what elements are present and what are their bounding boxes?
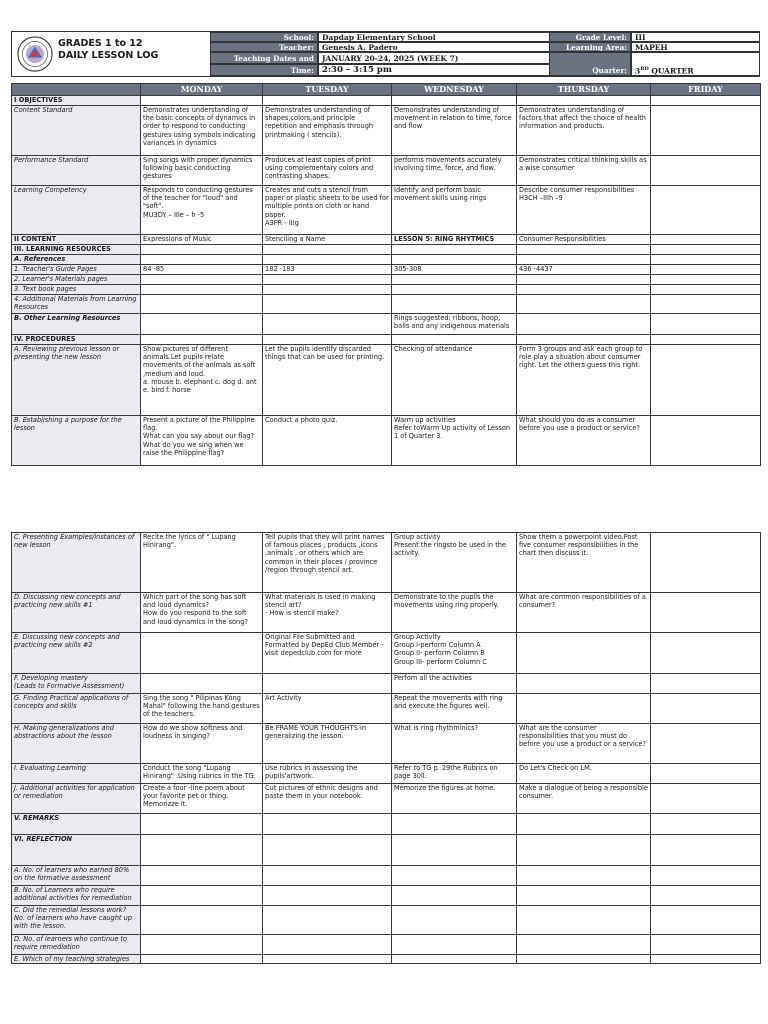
cell-wednesday: Warm up activities Refer toWarm Up activity of Lesson 1 of Quarter 3.: [392, 416, 517, 466]
cell-thursday: [517, 96, 651, 106]
table-row: [12, 694, 761, 724]
cell-tuesday: [263, 314, 392, 335]
school-label: School:: [210, 32, 318, 42]
cell-wednesday: [392, 886, 517, 906]
cell-wednesday: 305-308: [392, 265, 517, 275]
cell-tuesday: [263, 285, 392, 295]
table-row: [12, 275, 761, 285]
title-line-2: DAILY LESSON LOG: [58, 50, 159, 61]
cell-thursday: [517, 285, 651, 295]
cell-tuesday: Conduct a photo quiz.: [263, 416, 392, 466]
cell-monday: [141, 906, 263, 935]
lesson-log-header: [11, 31, 760, 77]
cell-monday: [141, 866, 263, 886]
cell-friday: [651, 886, 761, 906]
table-row: [12, 724, 761, 764]
day-header-friday: FRIDAY: [651, 84, 761, 96]
cell-friday: [651, 593, 761, 633]
day-header-thursday: THURSDAY: [517, 84, 651, 96]
cell-tuesday: [263, 886, 392, 906]
row-label: Learning Competency: [12, 186, 141, 235]
day-header-row: [12, 84, 761, 96]
cell-monday: [141, 96, 263, 106]
cell-friday: [651, 835, 761, 866]
cell-tuesday: [263, 835, 392, 866]
cell-thursday: Form 3 groups and ask each group to role play a situation about consumer right. Let the others guess this right.: [517, 345, 651, 416]
table-row: [12, 186, 761, 235]
table-row: [12, 674, 761, 694]
school-info-grid: [210, 32, 560, 76]
table-row: [12, 416, 761, 466]
cell-friday: [651, 314, 761, 335]
row-label: F. Developing mastery (Leads to Formative Assessment): [12, 674, 141, 694]
grade-info-grid: [549, 32, 760, 76]
table-row: [12, 886, 761, 906]
table-row: [12, 295, 761, 314]
quarter-label: Quarter:: [549, 52, 631, 76]
row-label: D. No. of learners who continue to require remediation: [12, 935, 141, 955]
cell-thursday: What should you do as a consumer before you use a product or service?: [517, 416, 651, 466]
row-label: IV. PROCEDURES: [12, 335, 141, 345]
cell-friday: [651, 694, 761, 724]
cell-friday: [651, 156, 761, 186]
row-label: III. LEARNING RESOURCES: [12, 245, 141, 255]
cell-tuesday: Use rubrics in assessing the pupils'artwork.: [263, 764, 392, 784]
cell-friday: [651, 866, 761, 886]
cell-tuesday: [263, 295, 392, 314]
cell-wednesday: What is ring rhythminics?: [392, 724, 517, 764]
cell-wednesday: [392, 935, 517, 955]
cell-friday: [651, 906, 761, 935]
cell-tuesday: What materials is used in making stencil art? - How is stencil make?: [263, 593, 392, 633]
cell-wednesday: Identify and perform basic movement skills using rings: [392, 186, 517, 235]
cell-tuesday: [263, 96, 392, 106]
cell-tuesday: [263, 814, 392, 835]
cell-tuesday: Let the pupils identify discarded things that can be used for printing.: [263, 345, 392, 416]
cell-thursday: [517, 633, 651, 674]
dates-label: Teaching Dates and: [210, 52, 318, 64]
cell-monday: Demonstrates understanding of the basic concepts of dynamics in order to respond to conducting gestures using symbols indicating variances in dynamics: [141, 106, 263, 156]
cell-friday: [651, 106, 761, 156]
cell-friday: [651, 186, 761, 235]
table-row: [12, 593, 761, 633]
table-row: [12, 835, 761, 866]
cell-wednesday: Checking of attendance: [392, 345, 517, 416]
row-label: B. No. of Learners who require additional activities for remediation: [12, 886, 141, 906]
cell-monday: Recite the lyrics of " Lupang Hinirang".: [141, 533, 263, 593]
cell-friday: [651, 814, 761, 835]
cell-monday: [141, 335, 263, 345]
row-label: 1. Teacher's Guide Pages: [12, 265, 141, 275]
table-row: [12, 345, 761, 416]
row-label: Content Standard: [12, 106, 141, 156]
cell-monday: [141, 314, 263, 335]
table-row: [12, 156, 761, 186]
row-label: Performance Standard: [12, 156, 141, 186]
table-row: [12, 265, 761, 275]
cell-thursday: What are common responsibilities of a consumer?: [517, 593, 651, 633]
row-label: I OBJECTIVES: [12, 96, 141, 106]
cell-wednesday: [392, 335, 517, 345]
cell-monday: How do we show softness and loudness in singing?: [141, 724, 263, 764]
quarter-suffix: RD: [640, 66, 649, 72]
table-row: [12, 935, 761, 955]
table-row: [12, 784, 761, 814]
cell-wednesday: [392, 866, 517, 886]
cell-monday: [141, 245, 263, 255]
row-label: 2. Learner's Materials pages: [12, 275, 141, 285]
cell-friday: [651, 724, 761, 764]
cell-monday: [141, 835, 263, 866]
cell-thursday: [517, 245, 651, 255]
cell-thursday: Demonstrates critical thinking skills as a wise consumer: [517, 156, 651, 186]
cell-thursday: [517, 866, 651, 886]
learning-area-label: Learning Area:: [549, 42, 631, 52]
cell-monday: Conduct the song "Lupang Hinirang" .Using rubrics in the TG.: [141, 764, 263, 784]
lesson-log-table-page-1: [11, 83, 761, 466]
cell-thursday: 436 -4437: [517, 265, 651, 275]
corner-header: [12, 84, 141, 96]
cell-wednesday: Perfom all the activities: [392, 674, 517, 694]
row-label: G. Finding Practical applications of concepts and skills: [12, 694, 141, 724]
cell-friday: [651, 285, 761, 295]
table-row: [12, 106, 761, 156]
row-label: E. Which of my teaching strategies: [12, 955, 141, 964]
row-label: A. References: [12, 255, 141, 265]
teacher-value: Genesis A. Padero: [318, 42, 560, 52]
row-label: 3. Text book pages: [12, 285, 141, 295]
cell-tuesday: Be FRAME YOUR THOUGHTS in generalizing the lesson.: [263, 724, 392, 764]
cell-friday: [651, 265, 761, 275]
learning-area-value: MAPEH: [631, 42, 760, 52]
table-row: [12, 866, 761, 886]
cell-wednesday: Repeat the movements with ring and execute the figures well.: [392, 694, 517, 724]
cell-thursday: [517, 694, 651, 724]
cell-thursday: [517, 835, 651, 866]
cell-tuesday: [263, 275, 392, 285]
grade-level-value: III: [631, 32, 760, 42]
cell-friday: [651, 674, 761, 694]
dates-value: JANUARY 20-24, 2025 (WEEK 7): [318, 52, 560, 64]
cell-tuesday: [263, 255, 392, 265]
cell-thursday: [517, 335, 651, 345]
cell-friday: [651, 255, 761, 265]
table-row: [12, 235, 761, 245]
cell-wednesday: Group activity Present the ringsto be used in the activity.: [392, 533, 517, 593]
cell-monday: [141, 255, 263, 265]
cell-wednesday: [392, 255, 517, 265]
cell-thursday: Show them a powerpoint video.Post five consumer responsibilities in the chart then discuss it.: [517, 533, 651, 593]
cell-thursday: [517, 935, 651, 955]
cell-tuesday: Demonstrates understanding of shapes,colors,and principle repetition and emphasis through printmaking ( stencils).: [263, 106, 392, 156]
cell-monday: Expressions of Music: [141, 235, 263, 245]
cell-wednesday: Memorize the figures at home.: [392, 784, 517, 814]
cell-monday: [141, 295, 263, 314]
school-value: Dapdap Elementary School: [318, 32, 560, 42]
cell-thursday: [517, 674, 651, 694]
row-label: H. Making generalizations and abstractions about the lesson: [12, 724, 141, 764]
table-body-page-1: [12, 96, 761, 466]
cell-friday: [651, 235, 761, 245]
row-label: J. Additional activities for application or remediation: [12, 784, 141, 814]
cell-tuesday: Produces at least copies of print using complementary colors and contrasting shapes.: [263, 156, 392, 186]
title-line-1: GRADES 1 to 12: [58, 38, 143, 49]
time-value: 2:30 – 3:15 pm: [318, 64, 560, 76]
cell-thursday: [517, 314, 651, 335]
cell-thursday: [517, 886, 651, 906]
quarter-text: QUARTER: [648, 66, 694, 76]
cell-wednesday: [392, 245, 517, 255]
table-row: [12, 906, 761, 935]
table-row: [12, 764, 761, 784]
teacher-label: Teacher:: [210, 42, 318, 52]
cell-thursday: [517, 295, 651, 314]
cell-thursday: [517, 955, 651, 964]
cell-monday: 84 -85: [141, 265, 263, 275]
cell-thursday: Make a dialogue of being a responsible consumer.: [517, 784, 651, 814]
cell-thursday: [517, 255, 651, 265]
cell-tuesday: [263, 245, 392, 255]
cell-wednesday: [392, 96, 517, 106]
cell-friday: [651, 335, 761, 345]
cell-wednesday: Rings suggested: ribbons, hoop, balls and any indigenous materials: [392, 314, 517, 335]
cell-monday: Present a picture of the Philippine flag. What can you say about our flag? What do you we sing when we raise the Philippine flag?: [141, 416, 263, 466]
cell-friday: [651, 533, 761, 593]
cell-thursday: Consumer Responsibilities: [517, 235, 651, 245]
cell-monday: Sing songs with proper dynamics following basic conducting gestures: [141, 156, 263, 186]
table-body-page-2: [12, 533, 761, 964]
cell-monday: Which part of the song has soft and loud dynamics? How do you respond to the soft and loud dynamics in the song?: [141, 593, 263, 633]
cell-tuesday: [263, 335, 392, 345]
row-label: C. Presenting Examples/instances of new lesson: [12, 533, 141, 593]
cell-friday: [651, 345, 761, 416]
row-label: D. Discussing new concepts and practicing new skills #1: [12, 593, 141, 633]
table-row: [12, 255, 761, 265]
row-label: B. Other Learning Resources: [12, 314, 141, 335]
row-label: C. Did the remedial lessons work? No. of learners who have caught up with the lesson.: [12, 906, 141, 935]
row-label: E. Discussing new concepts and practicing new skills #2: [12, 633, 141, 674]
cell-wednesday: Demonstrates understanding of movement in relation to time, force and flow: [392, 106, 517, 156]
cell-thursday: What are the consumer responsibilities that you must do before you use a product or a service?: [517, 724, 651, 764]
cell-monday: [141, 275, 263, 285]
cell-thursday: Do Let's Check on LM.: [517, 764, 651, 784]
cell-wednesday: [392, 285, 517, 295]
row-label: A. Reviewing previous lesson or presenting the new lesson: [12, 345, 141, 416]
quarter-value: [631, 52, 760, 76]
row-label: A. No. of learners who earned 80% on the formative assessment: [12, 866, 141, 886]
cell-friday: [651, 295, 761, 314]
cell-monday: [141, 886, 263, 906]
day-header-monday: MONDAY: [141, 84, 263, 96]
time-label: Time:: [210, 64, 318, 76]
cell-wednesday: LESSON 5: RING RHYTMICS: [392, 235, 517, 245]
cell-tuesday: Creates and cuts a stencil from paper or plastic sheets to be used for multiple prints on cloth or hand paper. A3PR - IIIg: [263, 186, 392, 235]
cell-thursday: [517, 814, 651, 835]
cell-friday: [651, 633, 761, 674]
cell-tuesday: [263, 906, 392, 935]
cell-monday: [141, 674, 263, 694]
quarter-number: 3: [635, 66, 641, 76]
cell-friday: [651, 245, 761, 255]
cell-monday: [141, 285, 263, 295]
cell-tuesday: Tell pupils that they will print names of famous places , products ,icons ,animals , or others which are common in their places / province /region through stencil art.: [263, 533, 392, 593]
cell-thursday: [517, 275, 651, 285]
cell-wednesday: Demonstrate to the pupils the movements using ring properly.: [392, 593, 517, 633]
cell-friday: [651, 955, 761, 964]
cell-monday: [141, 814, 263, 835]
day-header-tuesday: TUESDAY: [263, 84, 392, 96]
cell-friday: [651, 935, 761, 955]
table-row: [12, 245, 761, 255]
cell-wednesday: [392, 835, 517, 866]
cell-friday: [651, 96, 761, 106]
table-row: [12, 814, 761, 835]
cell-monday: [141, 633, 263, 674]
row-label: I. Evaluating Learning: [12, 764, 141, 784]
cell-wednesday: [392, 295, 517, 314]
row-label: 4. Additional Materials from Learning Resources: [12, 295, 141, 314]
cell-wednesday: Group Activity Group i-perform Column A Group II- perform Column B Group III- perform Column C: [392, 633, 517, 674]
row-label: V. REMARKS: [12, 814, 141, 835]
cell-monday: Responds to conducting gestures of the teacher for "loud" and "soft". MU3DY – IIIe – h -5: [141, 186, 263, 235]
cell-tuesday: Stenciling a Name: [263, 235, 392, 245]
cell-friday: [651, 275, 761, 285]
table-row: [12, 633, 761, 674]
cell-monday: Show pictures of different animals.Let pupils relate movements of the animals as soft ,medium and loud. a. mouse b. elephant c. dog d. ant e. bird f. horse: [141, 345, 263, 416]
cell-wednesday: [392, 955, 517, 964]
cell-wednesday: [392, 275, 517, 285]
cell-wednesday: [392, 814, 517, 835]
table-row: [12, 285, 761, 295]
cell-monday: Sing the song " Pilipinas Kong Mahal" following the hand gestures of the teachers.: [141, 694, 263, 724]
cell-monday: Create a four -line poem about your favorite pet or thing. Memorizze it.: [141, 784, 263, 814]
row-label: VI. REFLECTION: [12, 835, 141, 866]
cell-tuesday: 182 -183: [263, 265, 392, 275]
cell-wednesday: [392, 906, 517, 935]
form-title: [58, 38, 158, 62]
table-row: [12, 533, 761, 593]
table-row: [12, 955, 761, 964]
cell-tuesday: [263, 955, 392, 964]
day-header-wednesday: WEDNESDAY: [392, 84, 517, 96]
grade-level-label: Grade Level:: [549, 32, 631, 42]
cell-tuesday: Original File Submitted and Formatted by DepEd Club Member - visit depedclub.com for more: [263, 633, 392, 674]
cell-monday: [141, 955, 263, 964]
cell-thursday: [517, 906, 651, 935]
cell-friday: [651, 784, 761, 814]
cell-wednesday: Refer to TG p. 29the Rubrics on page 30ll.: [392, 764, 517, 784]
row-label: II CONTENT: [12, 235, 141, 245]
cell-monday: [141, 935, 263, 955]
cell-tuesday: Cut pictures of ethnic designs and paste them in your notebook.: [263, 784, 392, 814]
cell-tuesday: Art Activity: [263, 694, 392, 724]
cell-thursday: Describe consumer responsibilities H3CH –IIIh –9: [517, 186, 651, 235]
cell-tuesday: [263, 935, 392, 955]
table-row: [12, 96, 761, 106]
table-row: [12, 314, 761, 335]
cell-tuesday: [263, 674, 392, 694]
cell-tuesday: [263, 866, 392, 886]
cell-friday: [651, 764, 761, 784]
cell-friday: [651, 416, 761, 466]
cell-thursday: Demonstrates understanding of factors that affect the choice of health information and products.: [517, 106, 651, 156]
table-row: [12, 335, 761, 345]
cell-wednesday: performs movements accurately involving time, force, and flow.: [392, 156, 517, 186]
deped-seal-icon: [17, 36, 53, 72]
row-label: B. Establishing a purpose for the lesson: [12, 416, 141, 466]
lesson-log-table-page-2: [11, 532, 761, 964]
